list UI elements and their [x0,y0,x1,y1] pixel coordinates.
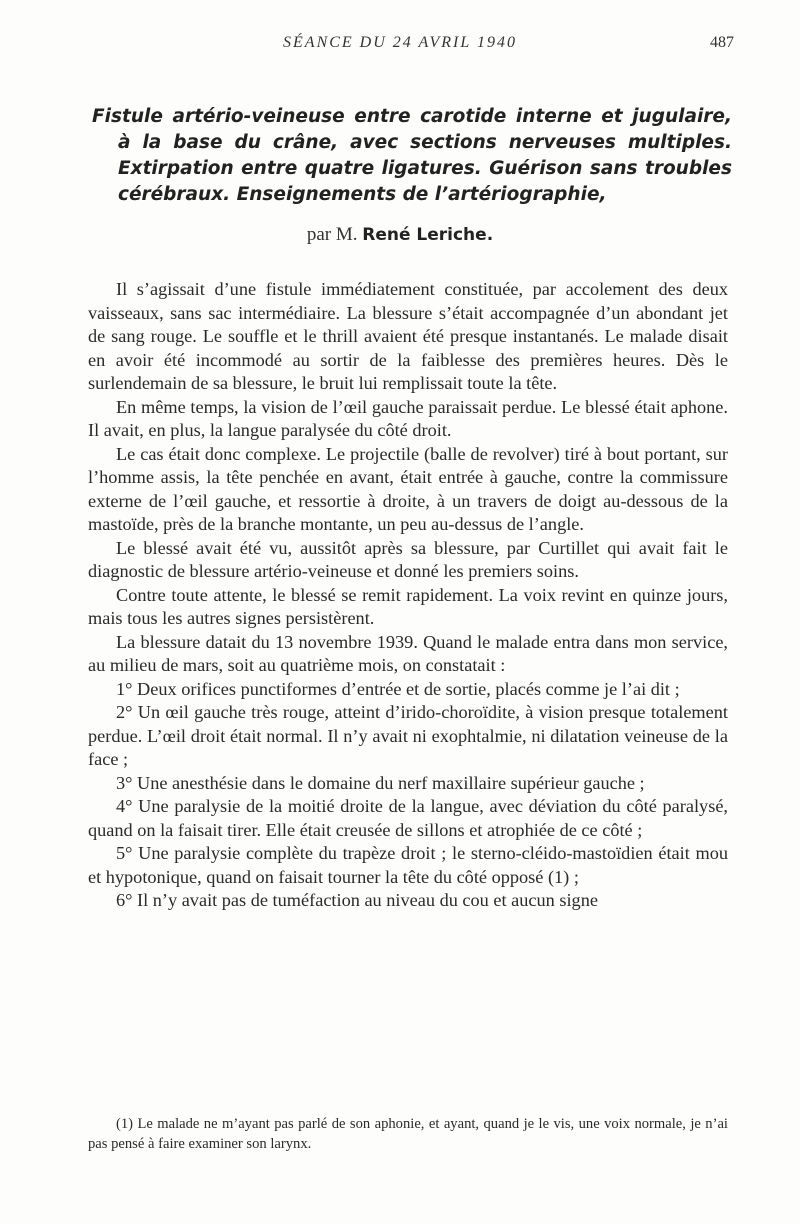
author-name: René Leriche. [362,225,494,245]
footnote: (1) Le malade ne m’ayant pas parlé de son aphonie, et ayant, quand je le vis, une voix normale, je n’ai pas pensé à faire examiner son larynx. [88,1116,728,1152]
article-body [88,278,728,913]
article-title [92,104,732,208]
paragraph: La blessure datait du 13 novembre 1939. Quand le malade entra dans mon service, au milieu de mars, soit au quatrième mois, on constatait : [88,631,728,675]
paragraph: Le blessé avait été vu, aussitôt après sa blessure, par Curtillet qui avait fait le diagnostic de blessure artério-veineuse et donné les premiers soins. [88,537,728,581]
list-item-2: 2° Un œil gauche très rouge, atteint d’irido-choroïdite, à vision presque totalement perdue. L’œil droit était normal. Il n’y avait ni exophtalmie, ni dilatation veineuse de la face ; [88,702,728,769]
title-line: cérébraux. Enseignements de l’artériographie, [118,184,607,205]
page-number: 487 [710,34,734,51]
paragraph: Contre toute attente, le blessé se remit rapidement. La voix revint en quinze jours, mais tous les autres signes persistèrent. [88,584,728,628]
paragraph: Le cas était donc complexe. Le projectile (balle de revolver) tiré à bout portant, sur l’homme assis, la tête penchée en avant, était entrée à gauche, contre la commissure externe de l’œil gauche, et ressortie à droite, à un travers de doigt au-dessous de la mastoïde, près de la branche montante, un peu au-dessus de l’angle. [88,443,728,534]
paragraph: En même temps, la vision de l’œil gauche paraissait perdue. Le blessé était aphone. Il avait, en plus, la langue paralysée du côté droit. [88,396,728,440]
title-line: à la base du crâne, avec sections nerveuses multiples. [118,132,732,153]
byline [0,224,800,246]
list-item-1: 1° Deux orifices punctiformes d’entrée et de sortie, placés comme je l’ai dit ; [116,678,680,699]
running-title: SÉANCE DU 24 AVRIL 1940 [283,34,517,51]
paragraph: Il s’agissait d’une fistule immédiatement constituée, par accolement des deux vaisseaux, sans sac intermédiaire. La blessure s’était accompagnée d’un abondant jet de sang rouge. Le souffle et le thrill avaient été presque instantanés. Le malade disait en avoir été incommodé au sortir de la faiblesse des premières heures. Dès le surlendemain de sa blessure, le bruit lui remplissait toute la tête. [88,279,728,393]
list-item-4: 4° Une paralysie de la moitié droite de la langue, avec déviation du côté paralysé, quand on la faisait tirer. Elle était creusée de sillons et atrophiée de ce côté ; [88,796,728,840]
list-item-5: 5° Une paralysie complète du trapèze droit ; le sterno-cléido-mastoïdien était mou et hypotonique, quand on faisait tourner la tête du côté opposé (1) ; [88,843,728,887]
list-item-3: 3° Une anesthésie dans le domaine du nerf maxillaire supérieur gauche ; [116,772,645,793]
list-item-6: 6° Il n’y avait pas de tuméfaction au niveau du cou et aucun signe [116,890,598,910]
title-line: Fistule artério-veineuse entre carotide interne et jugulaire, [92,106,732,127]
running-header [0,34,800,54]
title-line: Extirpation entre quatre ligatures. Guérison sans troubles [118,158,732,179]
byline-prefix: par M. [306,224,358,245]
